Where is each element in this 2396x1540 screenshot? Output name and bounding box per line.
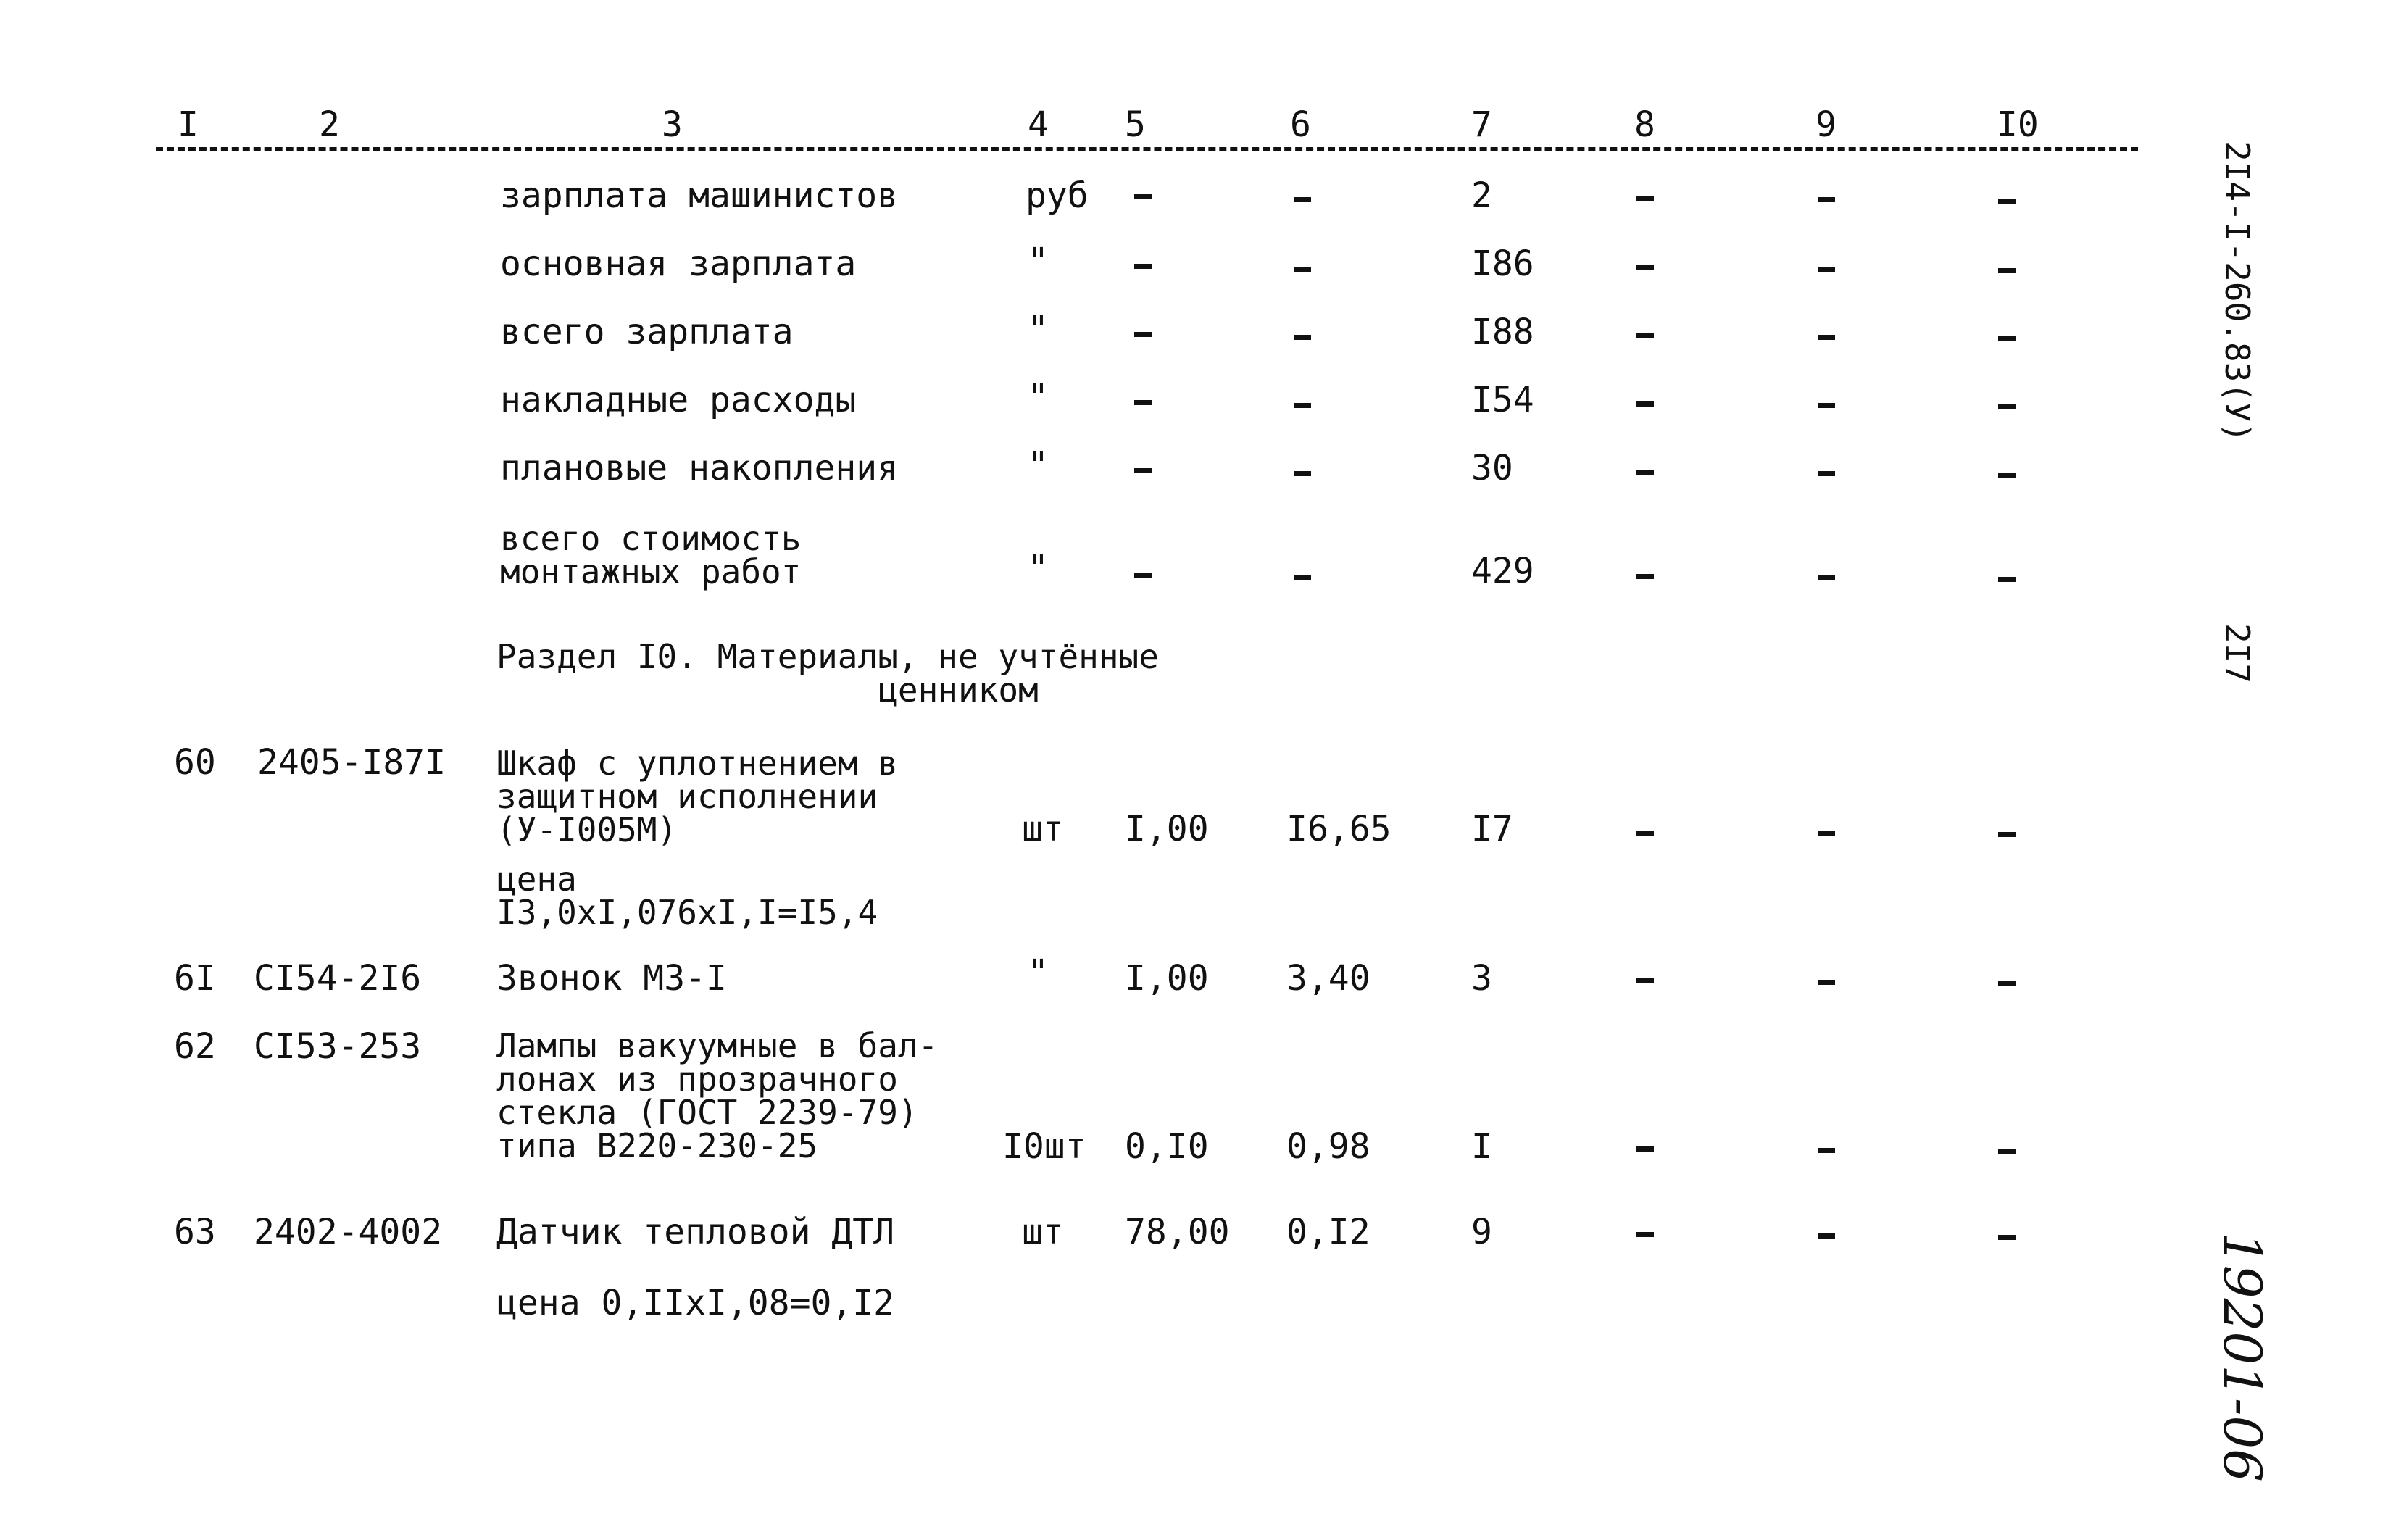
col-header-7: 7 [1471,104,1492,145]
dash [1636,265,1654,270]
item-note: цена I3,0xI,076xI,I=I5,4 [496,860,878,932]
dash [1998,336,2016,341]
document-code: 2I4-I-260.83(У) [2218,141,2257,443]
row-total: 2 [1471,175,1492,216]
item-price: 0,98 [1286,1126,1370,1167]
handwritten-number: 19201-06 [2212,1232,2273,1482]
dash [1818,831,1835,836]
dash [1818,1233,1835,1239]
item-unit: I0шт [1002,1126,1086,1167]
dash [1134,264,1152,269]
dash [1134,468,1152,473]
item-number: 6I [174,958,216,999]
page-number: 2I7 [2218,623,2257,684]
row-name: зарплата машинистов [500,175,899,216]
item-code: CI54-2I6 [254,958,422,999]
row-name: основная зарплата [500,244,857,284]
dash [1818,403,1835,408]
col-header-8: 8 [1634,104,1655,145]
dash [1294,403,1311,408]
item-total: 3 [1471,958,1492,999]
dash [1998,404,2016,409]
dash [1294,575,1311,580]
row-total: I54 [1471,380,1534,420]
dash [1294,267,1311,272]
item-price: 0,I2 [1286,1212,1370,1252]
row-unit: " [1028,548,1049,588]
item-name: Лампы вакуумные в бал- лонах из прозрачного стекла (ГОСТ 2239-79) типа В220-230-25 [496,1026,939,1165]
dash [1998,981,2016,986]
item-qty: 78,00 [1125,1212,1230,1252]
dash [1636,831,1654,836]
item-price: I6,65 [1286,809,1392,849]
dash [1134,194,1152,199]
row-name: накладные расходы [500,380,857,420]
dash [1998,832,2016,837]
item-number: 63 [174,1212,216,1252]
row-total: I88 [1471,312,1534,352]
dash [1818,980,1835,985]
dash [1636,470,1654,475]
row-name: всего стоимость монтажных работ [500,519,802,591]
dash [1818,267,1835,272]
dash [1294,335,1311,340]
dash [1998,1149,2016,1154]
dash [1998,1235,2016,1240]
item-name: Звонок МЗ-I [496,958,727,999]
dash [1636,333,1654,338]
row-total: I86 [1471,244,1534,284]
item-unit: " [1028,952,1049,993]
section-title: Раздел I0. Материалы, не учтённые ценником [496,637,1159,709]
row-name: всего зарплата [500,312,794,352]
item-qty: 0,I0 [1125,1126,1209,1167]
item-name: Датчик тепловой ДТЛ [496,1212,895,1252]
col-header-6: 6 [1290,104,1311,145]
row-unit: " [1028,309,1049,349]
dash [1998,577,2016,582]
dash [1636,1232,1654,1237]
col-header-9: 9 [1815,104,1836,145]
dash [1134,400,1152,405]
row-unit: руб [1026,175,1089,216]
dash [1636,401,1654,407]
dash [1294,471,1311,476]
col-header-4: 4 [1028,104,1049,145]
item-code: 2405-I87I [257,742,446,783]
dash [1636,196,1654,201]
item-code: 2402-4002 [254,1212,443,1252]
item-number: 62 [174,1026,216,1067]
item-number: 60 [174,742,216,783]
item-code: CI53-253 [254,1026,422,1067]
dash [1818,197,1835,202]
item-qty: I,00 [1125,809,1209,849]
dash [1636,978,1654,983]
item-total: 9 [1471,1212,1492,1252]
dash [1818,471,1835,476]
row-total: 429 [1471,551,1534,591]
item-note: цена 0,IIxI,08=0,I2 [496,1283,895,1323]
dash [1818,335,1835,340]
col-header-10: I0 [1997,104,2039,145]
dash [1818,575,1835,580]
item-price: 3,40 [1286,958,1370,999]
dash [1636,574,1654,579]
col-header-2: 2 [319,104,340,145]
item-total: I [1471,1126,1492,1167]
item-name: Шкаф с уплотнением в защитном исполнении (У-I005М) [496,744,898,849]
dash [1134,573,1152,578]
row-unit: " [1028,377,1049,417]
dash [1134,332,1152,337]
row-name: плановые накопления [500,448,899,488]
dash [1818,1148,1835,1153]
header-divider [156,147,2138,151]
col-header-5: 5 [1125,104,1146,145]
dash [1998,199,2016,204]
row-unit: " [1028,241,1049,281]
dash [1636,1146,1654,1152]
item-unit: шт [1022,809,1064,849]
dash [1998,268,2016,273]
item-unit: шт [1022,1212,1064,1252]
item-qty: I,00 [1125,958,1209,999]
col-header-3: 3 [662,104,683,145]
dash [1998,473,2016,478]
row-total: 30 [1471,448,1513,488]
dash [1294,197,1311,202]
item-total: I7 [1471,809,1513,849]
row-unit: " [1028,445,1049,486]
col-header-1: I [178,104,199,145]
